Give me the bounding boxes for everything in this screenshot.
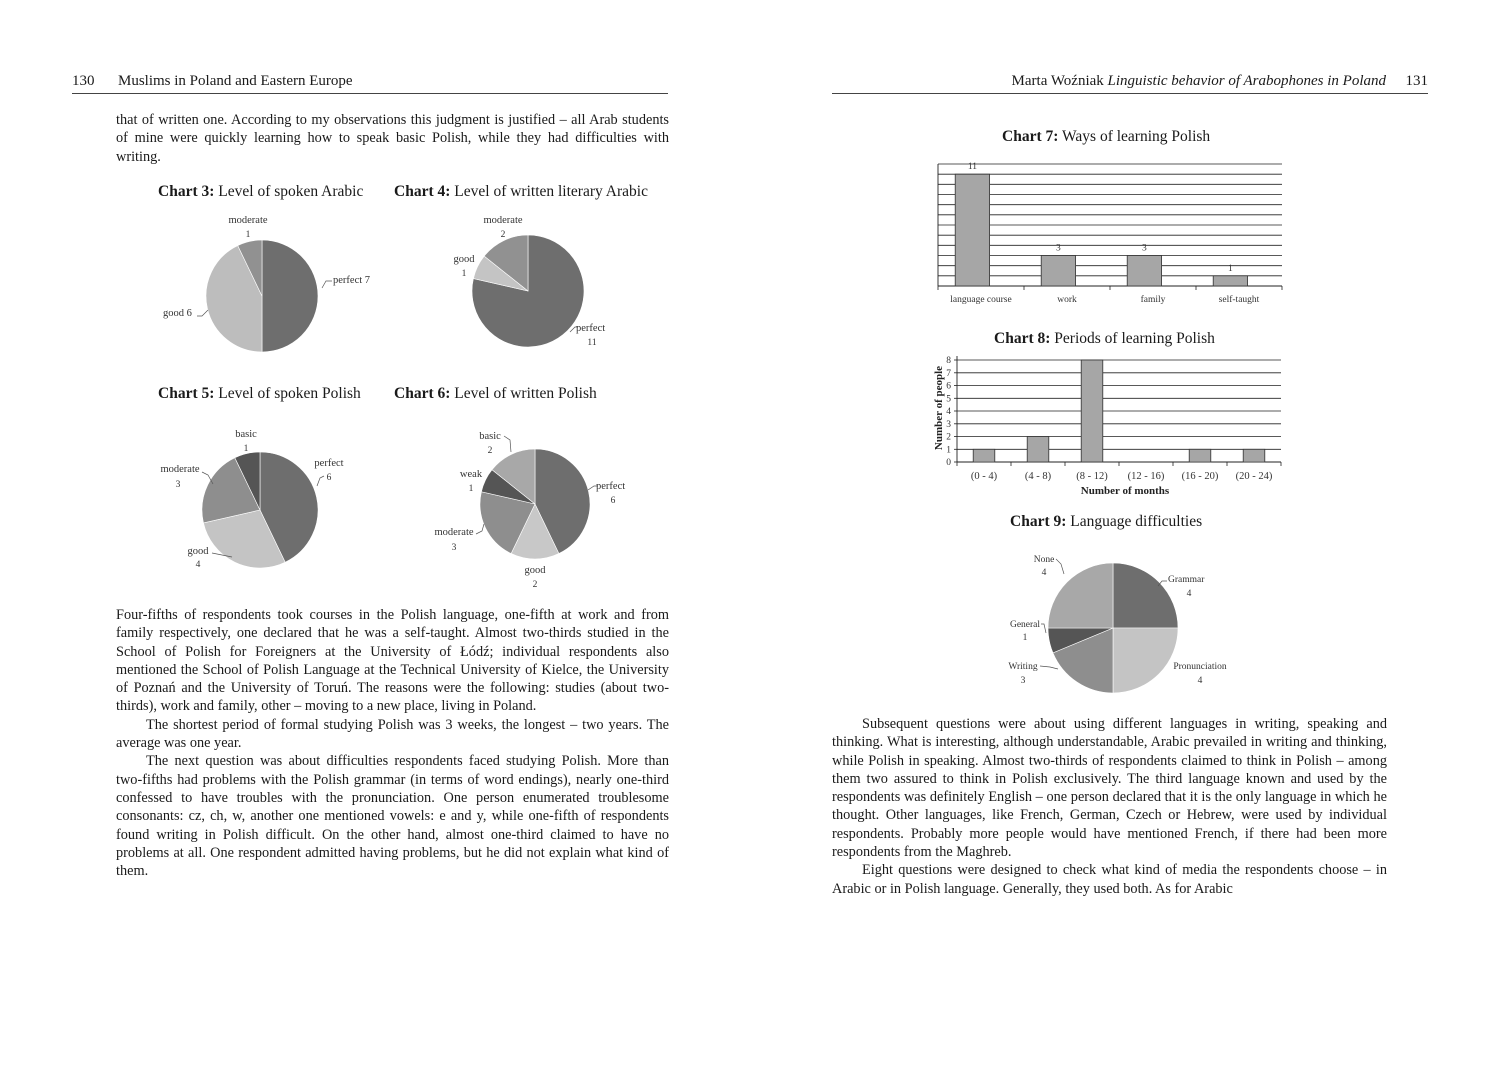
chart5-label-perfect: perfect — [314, 458, 344, 469]
paragraph: Four-fifths of respondents took courses in the Polish language, one-fifth at work and from family respectively, one declared that he was a self-taught. Almost two-thirds studied in the School of Polish for Foreigners at the University of Łódź; individual respondents also mentioned the School of Polish Language at the Technical University of Kielce, the University of Poznań and the University of Toruń. The reasons were the following: studies (about two-thirds), work and family, other – moving to a new place, living in Poland. — [116, 607, 669, 715]
chart9-title — [1010, 513, 1202, 531]
chart7-value-label: 3 — [1056, 243, 1061, 254]
page-number: 131 — [1405, 73, 1428, 89]
paragraph: that of written one. According to my observations this judgment is justified – all Arab students of mine were quickly learning how to speak basic Polish, while they had difficulties with writing. — [116, 112, 669, 165]
chart3-label-good: good 6 — [163, 308, 192, 319]
chart-number: Chart 6: — [394, 385, 451, 402]
chart6-label-good: good — [524, 565, 546, 576]
chart8-category-label: (16 - 20) — [1181, 471, 1219, 482]
chart8-category-label: (0 - 4) — [970, 471, 998, 482]
chart8-bar — [1027, 437, 1049, 463]
chart-title-text: Ways of learning Polish — [1062, 128, 1211, 145]
chart9-value-none: 4 — [1041, 568, 1047, 578]
chart3-leader-perfect — [322, 281, 332, 288]
chart7-bar — [1213, 276, 1247, 286]
chart-number: Chart 9: — [1010, 513, 1067, 530]
chart3-pie — [150, 205, 390, 365]
chart8-bar — [1243, 449, 1265, 462]
chart9-pie — [990, 545, 1240, 695]
chart4-label-perfect: perfect — [576, 323, 606, 334]
chart-number: Chart 4: — [394, 183, 451, 200]
chart5-label-good: good — [187, 546, 209, 557]
running-title — [1012, 73, 1386, 90]
chart8-category-label: (20 - 24) — [1235, 471, 1273, 482]
chart7-category-label: work — [1057, 295, 1077, 305]
chart3-label-moderate: moderate — [228, 215, 268, 226]
chart8-title — [994, 330, 1215, 348]
chart-title-text: Periods of learning Polish — [1054, 330, 1215, 347]
chart-number: Chart 3: — [158, 183, 215, 200]
chart7-category-label: family — [1140, 295, 1166, 305]
chart6-value-perfect: 6 — [610, 496, 616, 506]
page-number: 130 — [72, 73, 95, 89]
chart7-value-label: 1 — [1228, 263, 1233, 274]
chart8-bar — [1189, 449, 1211, 462]
chart6-pie — [420, 420, 650, 592]
chart7-title — [1002, 128, 1210, 146]
chart3-slices — [206, 240, 318, 352]
chart-number: Chart 5: — [158, 385, 215, 402]
running-title-italic: Linguistic behavior of Arabophones in Poland — [1107, 73, 1386, 89]
running-head-left — [72, 72, 668, 94]
chart8-xlabel: Number of months — [1080, 485, 1170, 497]
chart7-value-label: 11 — [967, 162, 977, 173]
chart9-slice-pronunciation — [1113, 628, 1178, 693]
running-author: Marta Woźniak — [1011, 73, 1104, 89]
chart9-slice-grammar — [1113, 563, 1178, 628]
chart5-slices — [202, 452, 318, 568]
chart4-label-moderate: moderate — [483, 215, 523, 226]
chart8-category-label: (4 - 8) — [1024, 471, 1052, 482]
chart-title-text: Level of written literary Arabic — [454, 183, 648, 200]
chart4-slices — [472, 235, 584, 347]
chart6-label-basic: basic — [479, 431, 501, 442]
running-head-right — [832, 72, 1428, 94]
chart9-label-none: None — [1033, 555, 1055, 565]
chart6-value-moderate: 3 — [451, 543, 457, 553]
chart8-y-tick-label: 7 — [946, 368, 951, 379]
chart5-value-perfect: 6 — [326, 473, 332, 483]
chart6-leader-basic — [504, 436, 511, 452]
chart-number: Chart 8: — [994, 330, 1051, 347]
chart7-value-labels — [968, 162, 1233, 274]
chart6-value-good: 2 — [532, 580, 538, 590]
chart6-label-moderate: moderate — [434, 527, 474, 538]
chart9-leader-none — [1056, 559, 1064, 574]
chart9-value-pronunciation: 4 — [1197, 676, 1203, 686]
chart7-bars — [955, 174, 1247, 286]
chart6-value-weak: 1 — [468, 484, 474, 494]
chart8-bar — [973, 449, 995, 462]
chart8-y-tick-label: 6 — [946, 381, 951, 392]
chart9-value-writing: 3 — [1020, 676, 1026, 686]
chart7-category-labels — [950, 294, 1259, 305]
chart7-bar — [930, 148, 1290, 310]
chart-title-text: Level of spoken Arabic — [218, 183, 364, 200]
chart4-value-good: 1 — [461, 269, 467, 279]
chart9-label-grammar: Grammar — [1168, 575, 1205, 585]
body-text-right — [832, 715, 1387, 898]
chart9-leader-writing — [1040, 666, 1058, 669]
chart3-label-perfect: perfect 7 — [333, 275, 371, 286]
running-title: Muslims in Poland and Eastern Europe — [118, 73, 353, 89]
chart8-y-tick-label: 3 — [946, 419, 951, 430]
chart3-title — [158, 183, 363, 201]
body-text-left — [116, 606, 669, 880]
chart7-bar — [1127, 256, 1161, 287]
chart3-value-moderate: 1 — [245, 230, 251, 240]
chart4-value-perfect: 11 — [587, 338, 597, 348]
chart5-label-moderate: moderate — [160, 464, 200, 475]
chart9-label-general: General — [1009, 620, 1041, 630]
chart5-title — [158, 385, 361, 403]
chart8-y-tick-label: 1 — [946, 445, 951, 456]
paragraph: The shortest period of formal studying Polish was 3 weeks, the longest – two years. The average was one year. — [116, 716, 669, 752]
chart8-category-label: (12 - 16) — [1127, 471, 1165, 482]
chart8-category-labels — [971, 471, 1273, 482]
chart9-label-pronunciation: Pronunciation — [1173, 662, 1227, 672]
chart9-slice-none — [1048, 563, 1113, 628]
chart6-slices — [480, 449, 590, 559]
chart4-title — [394, 183, 648, 201]
chart6-value-basic: 2 — [487, 446, 493, 456]
intro-paragraph — [116, 111, 669, 166]
paragraph: The next question was about difficulties respondents faced studying Polish. More than two-fifths had problems with the Polish grammar (in terms of word endings), nearly one-third confessed to have troubles with the pronunciation. One person enumerated troublesome consonants: cz, ch, w, another one mentioned vowels: e and y, while one-fifth of respondents found writing in Polish difficult. On the other hand, almost one-third claimed to have no problems at all. One respondent admitted having problems, but he did not explain what kind of them. — [116, 753, 669, 880]
chart9-label-writing: Writing — [1008, 662, 1038, 672]
chart8-bar — [1081, 360, 1103, 462]
chart8-y-tick-labels — [946, 356, 957, 468]
chart6-label-weak: weak — [459, 469, 483, 480]
chart8-category-label: (8 - 12) — [1076, 471, 1108, 482]
chart8-bar — [925, 350, 1290, 500]
chart4-pie — [430, 205, 640, 355]
chart9-leader-general — [1041, 624, 1046, 633]
chart3-leader-good — [197, 310, 208, 316]
chart5-leader-perfect — [317, 476, 324, 486]
chart7-bar — [955, 174, 989, 286]
chart5-value-good: 4 — [195, 560, 201, 570]
chart5-value-moderate: 3 — [175, 480, 181, 490]
chart8-gridlines — [957, 356, 1281, 466]
chart7-category-label: language course — [950, 295, 1012, 305]
paragraph: Subsequent questions were about using different languages in writing, speaking and thinking. What is interesting, although understandable, Arabic prevailed in writing and thinking, while Polish in speaking. Almost two-thirds of respondents claimed to think in Polish – among them two assured to think in Polish exclusively. The third language known and used by the respondents was definitely English – one person declared that it is the only language in which he thought. Other languages, like French, German, Czech or Hebrew, were used by individual respondents. Probably more people would have mentioned French, if there had been more respondents from the Maghreb. — [832, 716, 1387, 861]
chart9-value-general: 1 — [1022, 633, 1028, 643]
chart6-leader-moderate — [476, 524, 484, 534]
chart8-y-tick-label: 5 — [946, 394, 951, 405]
chart8-y-tick-label: 0 — [946, 458, 951, 468]
chart-title-text: Level of spoken Polish — [218, 385, 361, 402]
chart6-title — [394, 385, 597, 403]
chart6-label-perfect: perfect — [596, 481, 626, 492]
chart4-value-moderate: 2 — [500, 230, 506, 240]
chart7-category-label: self-taught — [1218, 295, 1260, 305]
right-page — [750, 0, 1500, 1066]
chart9-value-grammar: 4 — [1186, 589, 1192, 599]
chart-number: Chart 7: — [1002, 128, 1059, 145]
chart5-value-basic: 1 — [243, 444, 249, 454]
chart8-y-tick-label: 4 — [946, 407, 951, 417]
chart8-y-tick-label: 2 — [946, 432, 951, 443]
chart8-y-tick-label: 8 — [946, 356, 951, 366]
chart4-label-good: good — [453, 254, 475, 265]
chart5-label-basic: basic — [235, 429, 257, 440]
chart-title-text: Language difficulties — [1070, 513, 1203, 530]
chart7-value-label: 3 — [1142, 243, 1147, 254]
chart9-slices — [1048, 563, 1178, 693]
chart5-pie — [150, 420, 390, 580]
chart-title-text: Level of written Polish — [454, 385, 597, 402]
chart3-slice-perfect — [262, 240, 318, 352]
paragraph: Eight questions were designed to check what kind of media the respondents choose – in Arabic or in Polish language. Generally, they used both. As for Arabic — [832, 862, 1387, 897]
chart7-bar — [1041, 256, 1075, 287]
chart8-ylabel: Number of people — [933, 365, 945, 451]
